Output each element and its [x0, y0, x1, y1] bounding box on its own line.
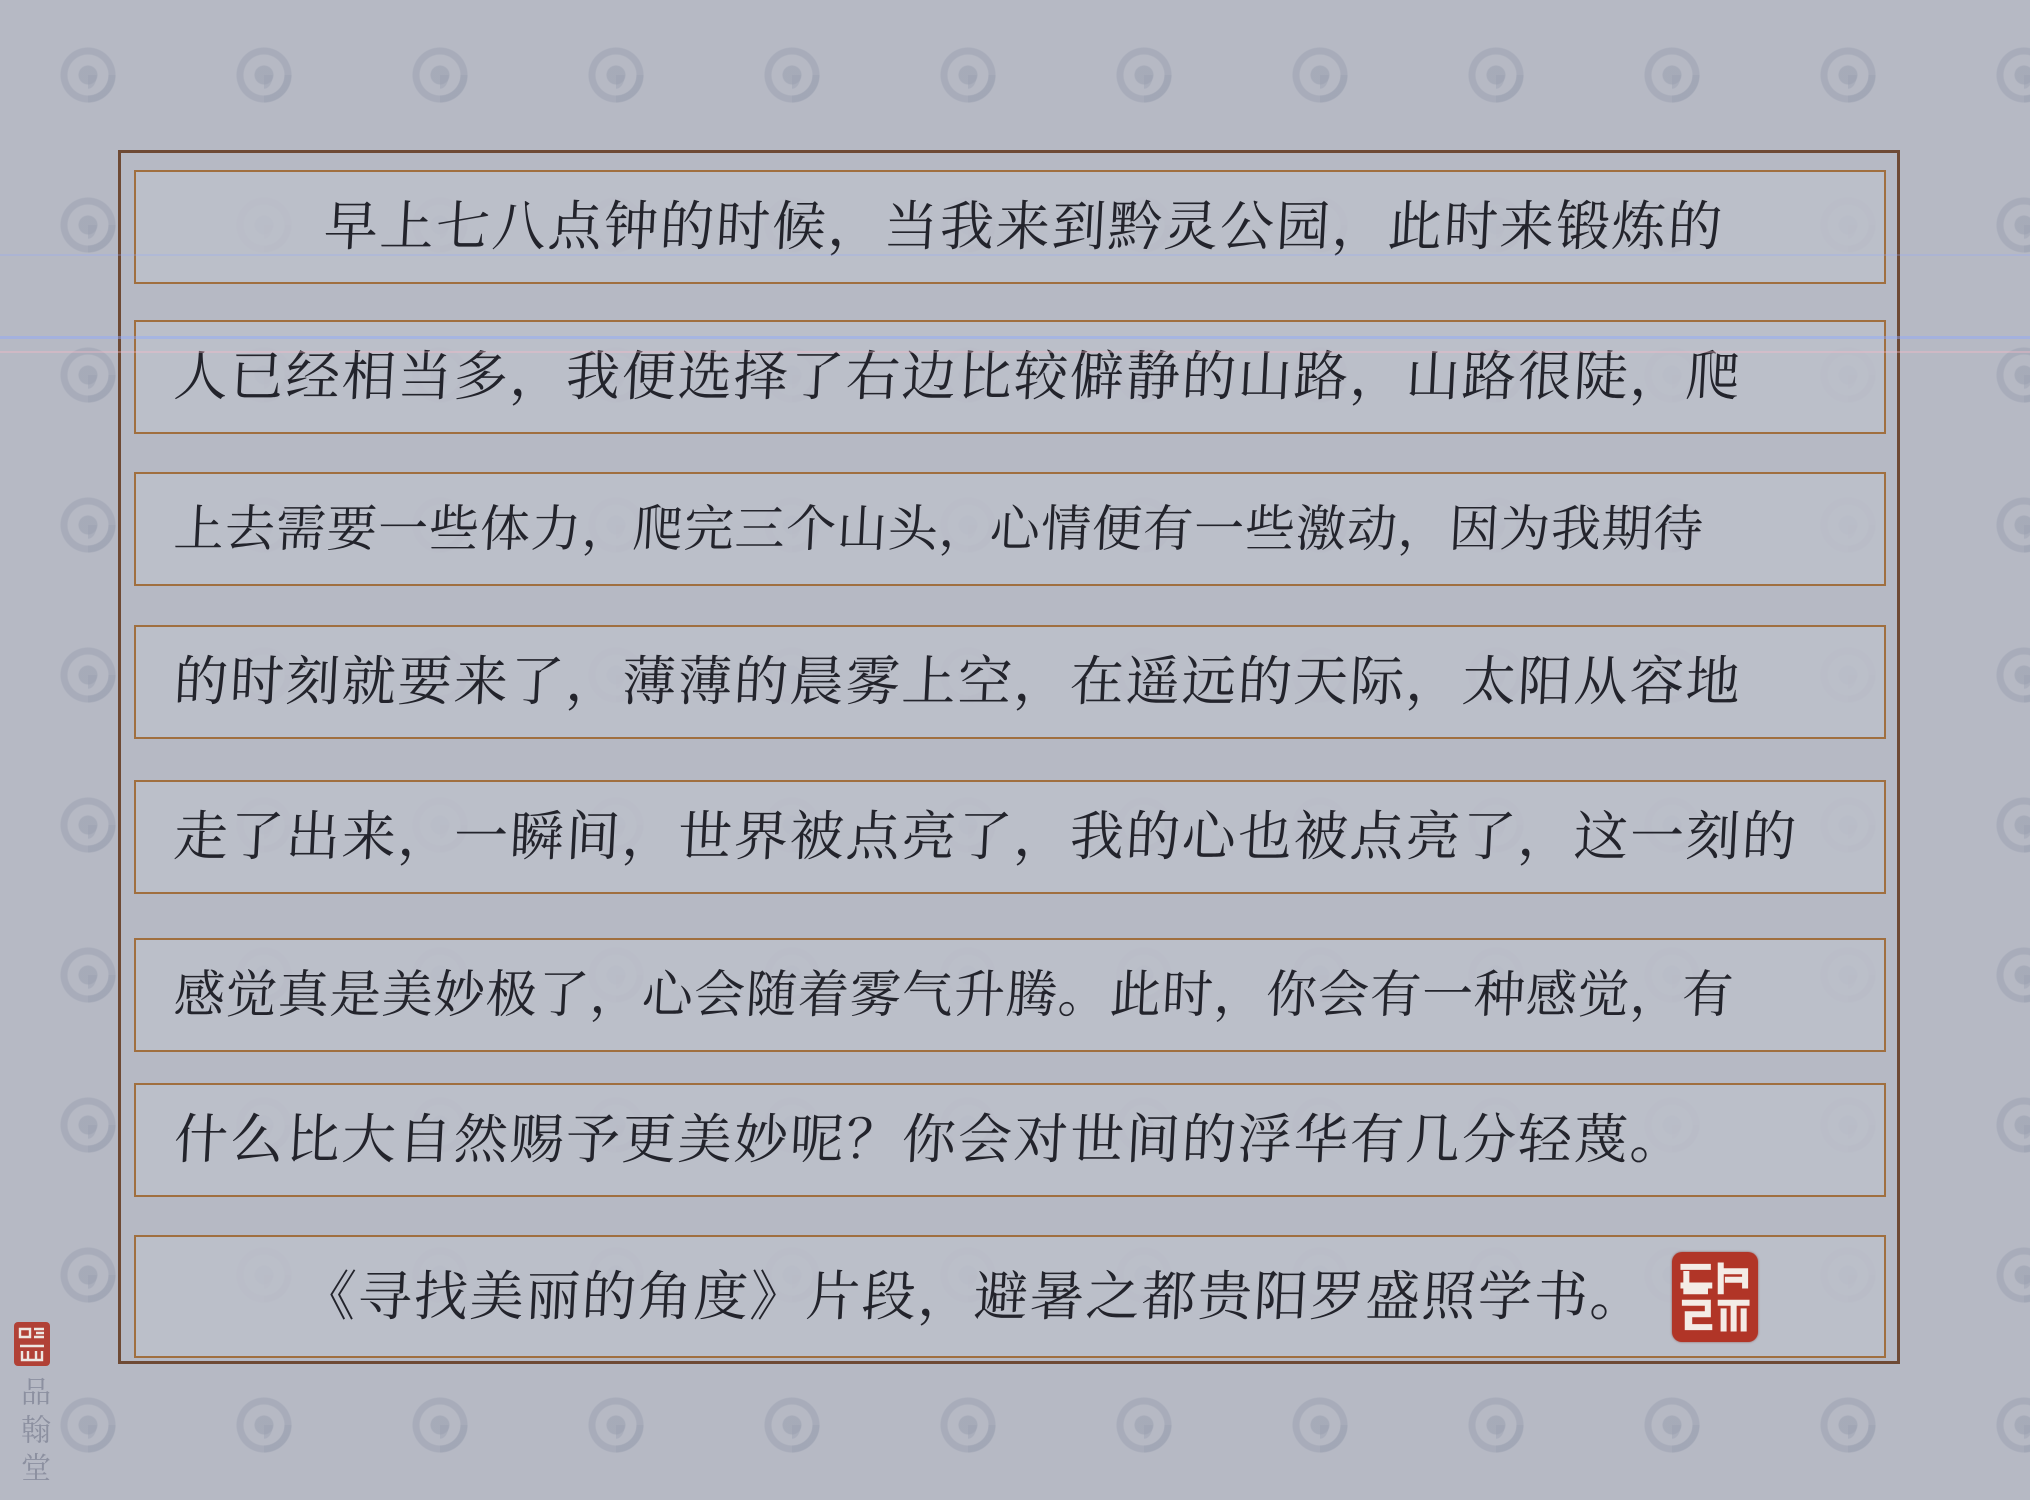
watermark-label: 品翰堂	[15, 1376, 50, 1490]
line-text: 人已经相当多，我便选择了右边比较僻静的山路，山路很陡，爬	[172, 345, 1744, 408]
artist-seal-icon	[1672, 1252, 1758, 1342]
text-line-6	[134, 938, 1886, 1052]
text-line-2	[134, 320, 1886, 434]
signature-text: 《寻找美丽的角度》片段，避暑之都贵阳罗盛照学书。	[300, 1264, 1648, 1328]
text-line-5	[134, 780, 1886, 894]
line-text: 走了出来，一瞬间，世界被点亮了，我的心也被点亮了，这一刻的	[172, 805, 1800, 868]
line-text: 上去需要一些体力，爬完三个山头，心情便有一些激动，因为我期待	[172, 500, 1706, 558]
text-line-7	[134, 1083, 1886, 1197]
signature-line	[134, 1235, 1886, 1358]
line-text: 的时刻就要来了，薄薄的晨雾上空，在遥远的天际，太阳从容地	[172, 650, 1744, 713]
publisher-watermark	[10, 1322, 54, 1490]
line-text: 什么比大自然赐予更美妙呢？你会对世间的浮华有几分轻蔑。	[172, 1108, 1688, 1171]
publisher-seal-icon	[14, 1322, 50, 1366]
text-line-1	[134, 170, 1886, 284]
line-text: 感觉真是美妙极了，心会随着雾气升腾。此时，你会有一种感觉，有	[172, 965, 1736, 1025]
text-line-3	[134, 472, 1886, 586]
text-line-4	[134, 625, 1886, 739]
line-text: 早上七八点钟的时候，当我来到黔灵公园，此时来锻炼的	[322, 195, 1726, 258]
